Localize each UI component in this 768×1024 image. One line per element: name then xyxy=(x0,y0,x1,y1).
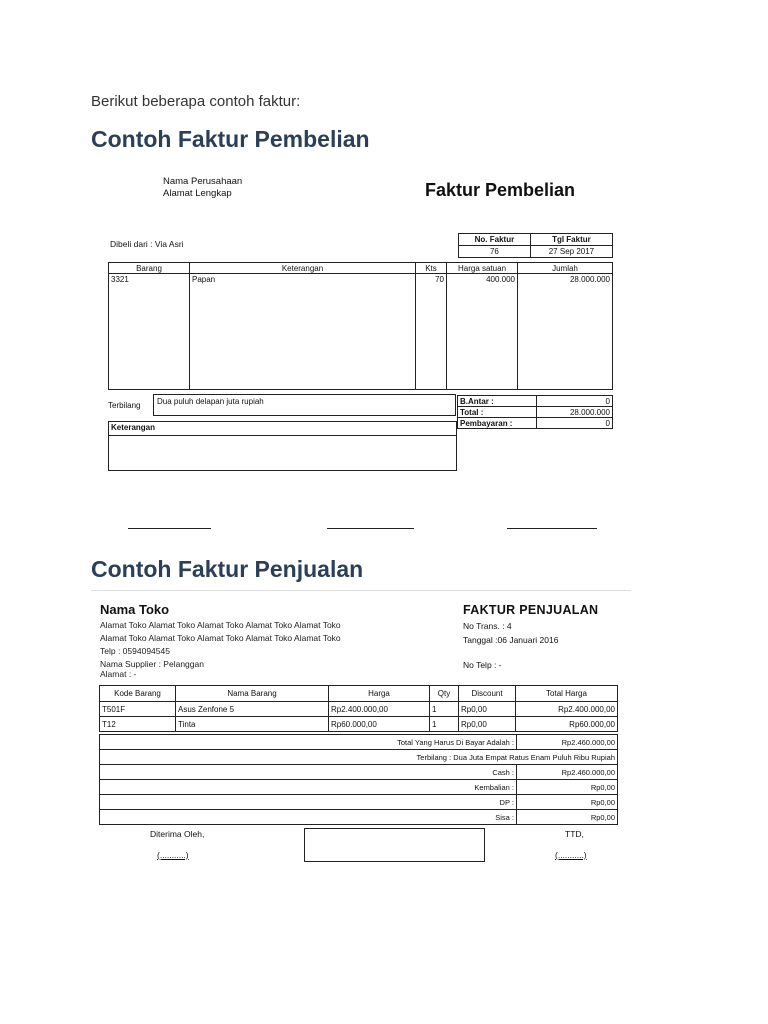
signature-box xyxy=(304,828,485,862)
cell-qty: 1 xyxy=(430,717,459,732)
supplier-name: Nama Supplier : Pelanggan xyxy=(100,659,204,669)
cell-harga: Rp2.400.000,00 xyxy=(329,702,430,717)
cash-value: Rp2.460.000,00 xyxy=(517,765,618,780)
store-address-line: Alamat Toko Alamat Toko Alamat Toko Alamat Toko Alamat Toko xyxy=(100,620,341,630)
no-faktur-label: No. Faktur xyxy=(459,234,531,246)
signature-line xyxy=(128,528,211,529)
divider xyxy=(91,590,631,591)
invoice-title: Faktur Pembelian xyxy=(425,180,576,200)
items-table xyxy=(108,262,613,390)
kembalian-value: Rp0,00 xyxy=(517,780,618,795)
sales-items-table xyxy=(99,685,618,732)
company-address: Alamat Lengkap xyxy=(163,188,232,199)
col-header: Kts xyxy=(416,263,447,274)
col-header: Qty xyxy=(430,686,459,702)
cell-jumlah: 28.000.000 xyxy=(518,274,613,390)
table-row xyxy=(100,702,618,717)
buyer-text: Dibeli dari : Via Asri xyxy=(110,239,184,249)
cell-kode: T501F xyxy=(100,702,176,717)
tgl-faktur-value: 27 Sep 2017 xyxy=(530,246,612,258)
cell-harga: Rp60.000,00 xyxy=(329,717,430,732)
tanggal: Tanggal :06 Januari 2016 xyxy=(463,635,559,645)
store-name: Nama Toko xyxy=(100,602,170,617)
cell-qty: 1 xyxy=(430,702,459,717)
col-header: Barang xyxy=(109,263,190,274)
cell-keterangan: Papan xyxy=(190,274,416,390)
dp-label: DP : xyxy=(100,795,517,810)
terbilang: Terbilang : Dua Juta Empat Ratus Enam Puluh Ribu Rupiah xyxy=(100,750,618,765)
sales-invoice-title: FAKTUR PENJUALAN xyxy=(463,603,599,617)
diterima-label: Diterima Oleh, xyxy=(150,829,205,839)
antar-label: B.Antar : xyxy=(458,396,537,407)
cell-total: Rp2.400.000,00 xyxy=(516,702,618,717)
intro-text: Berikut beberapa contoh faktur: xyxy=(91,93,301,110)
total-label: Total : xyxy=(458,407,537,418)
sisa-value: Rp0,00 xyxy=(517,810,618,825)
store-address-line: Alamat Toko Alamat Toko Alamat Toko Alamat Toko Alamat Toko xyxy=(100,633,341,643)
cell-barang: 3321 xyxy=(109,274,190,390)
no-faktur-value: 76 xyxy=(459,246,531,258)
cell-nama: Asus Zenfone 5 xyxy=(176,702,329,717)
cell-kts: 70 xyxy=(416,274,447,390)
store-phone: Telp : 0594094545 xyxy=(100,646,170,656)
company-name: Nama Perusahaan xyxy=(163,176,243,187)
col-header: Total Harga xyxy=(516,686,618,702)
col-header: Jumlah xyxy=(518,263,613,274)
heading-pembelian: Contoh Faktur Pembelian xyxy=(91,126,370,152)
signature-dots-left: (...........) xyxy=(157,850,189,860)
sales-summary-table xyxy=(99,734,618,825)
signature-line xyxy=(327,528,414,529)
cell-discount: Rp0,00 xyxy=(459,717,516,732)
cell-discount: Rp0,00 xyxy=(459,702,516,717)
table-row xyxy=(100,717,618,732)
cell-harga: 400.000 xyxy=(447,274,518,390)
cell-nama: Tinta xyxy=(176,717,329,732)
totals-table xyxy=(457,395,613,429)
total-label: Total Yang Harus Di Bayar Adalah : xyxy=(100,735,517,750)
bayar-label: Pembayaran : xyxy=(458,418,537,429)
terbilang-value: Dua puluh delapan juta rupiah xyxy=(157,397,264,406)
no-telp: No Telp : - xyxy=(463,660,502,670)
col-header: Nama Barang xyxy=(176,686,329,702)
cash-label: Cash : xyxy=(100,765,517,780)
cell-kode: T12 xyxy=(100,717,176,732)
store-address-block xyxy=(100,619,341,681)
no-trans: No Trans. : 4 xyxy=(463,621,512,631)
total-value: Rp2.460.000,00 xyxy=(517,735,618,750)
invoice-number-table xyxy=(458,233,613,258)
supplier-address: Alamat : - xyxy=(100,669,137,679)
ttd-label: TTD, xyxy=(565,829,584,839)
col-header: Harga xyxy=(329,686,430,702)
col-header: Keterangan xyxy=(190,263,416,274)
sales-invoice-info xyxy=(463,619,558,647)
bayar-value: 0 xyxy=(537,418,613,429)
total-value: 28.000.000 xyxy=(537,407,613,418)
dp-value: Rp0,00 xyxy=(517,795,618,810)
col-header: Discount xyxy=(459,686,516,702)
heading-penjualan: Contoh Faktur Penjualan xyxy=(91,556,364,582)
company-block xyxy=(163,176,242,200)
sisa-label: Sisa : xyxy=(100,810,517,825)
keterangan-box xyxy=(108,421,457,471)
col-header: Harga satuan xyxy=(447,263,518,274)
signature-line xyxy=(507,528,597,529)
table-row xyxy=(109,274,613,390)
keterangan-label: Keterangan xyxy=(109,422,456,436)
signature-dots-right: (...........) xyxy=(555,850,587,860)
terbilang-box xyxy=(153,394,456,416)
antar-value: 0 xyxy=(537,396,613,407)
col-header: Kode Barang xyxy=(100,686,176,702)
tgl-faktur-label: Tgl Faktur xyxy=(530,234,612,246)
kembalian-label: Kembalian : xyxy=(100,780,517,795)
cell-total: Rp60.000,00 xyxy=(516,717,618,732)
terbilang-label: Terbilang xyxy=(108,401,141,410)
